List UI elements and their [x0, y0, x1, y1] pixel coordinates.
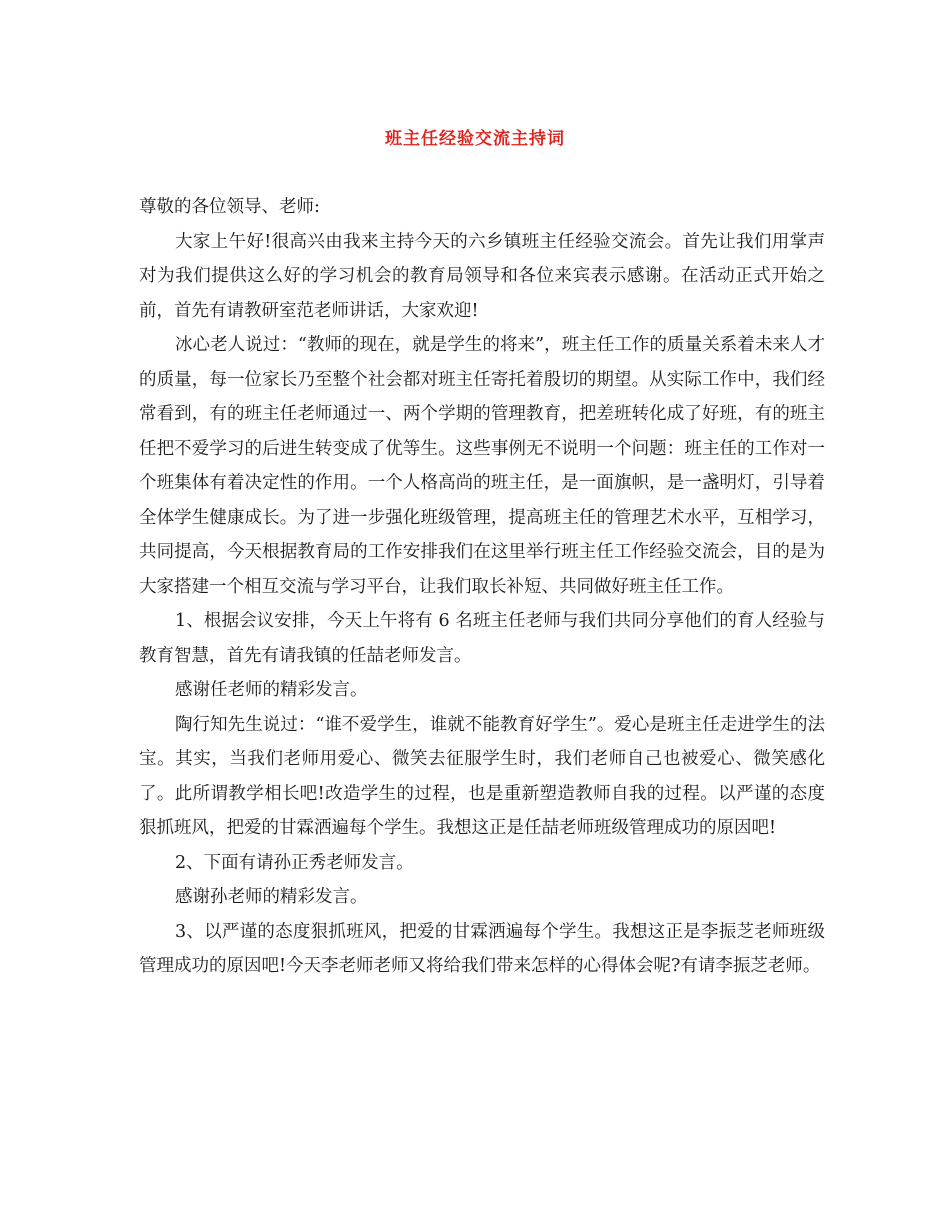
document-body	[139, 190, 825, 984]
paragraph-item-2: 2、下面有请孙正秀老师发言。	[175, 852, 414, 873]
paragraph-item-1: 1、根据会议安排，今天上午将有 6 名班主任老师与我们共同分享他们的育人经验与教育智慧，首先有请我镇的任喆老师发言。	[139, 611, 825, 666]
paragraph-bingxin-quote: 冰心老人说过：“教师的现在，就是学生的将来”，班主任工作的质量关系着未来人才的质量，每一位家长乃至整个社会都对班主任寄托着殷切的期望。从实际工作中，我们经常看到，有的班主任老师通过一、两个学期的管理教育，把差班转化成了好班，有的班主任把不爱学习的后进生转变成了优等生。这些事例无不说明一个问题：班主任的工作对一个班集体有着决定性的作用。一个人格高尚的班主任，是一面旗帜，是一盏明灯，引导着全体学生健康成长。为了进一步强化班级管理，提高班主任的管理艺术水平，互相学习，共同提高，今天根据教育局的工作安排我们在这里举行班主任工作经验交流会，目的是为大家搭建一个相互交流与学习平台，让我们取长补短、共同做好班主任工作。	[139, 335, 825, 597]
salutation: 尊敬的各位领导、老师:	[139, 197, 320, 217]
paragraph-thanks-sun: 感谢孙老师的精彩发言。	[175, 887, 368, 907]
paragraph-item-3: 3、以严谨的态度狠抓班风，把爱的甘霖洒遍每个学生。我想这正是李振芝老师班级管理成功的原因吧!今天李老师老师又将给我们带来怎样的心得体会呢?有请李振芝老师。	[139, 921, 825, 976]
paragraph-opening: 大家上午好!很高兴由我来主持今天的六乡镇班主任经验交流会。首先让我们用掌声对为我们提供这么好的学习机会的教育局领导和各位来宾表示感谢。在活动正式开始之前，首先有请教研室范老师讲话，大家欢迎!	[139, 231, 825, 321]
document-title: 班主任经验交流主持词	[385, 129, 565, 149]
paragraph-thanks-ren: 感谢任老师的精彩发言。	[175, 680, 368, 700]
paragraph-tao-quote: 陶行知先生说过：“谁不爱学生，谁就不能教育好学生”。爱心是班主任走进学生的法宝。其实，当我们老师用爱心、微笑去征服学生时，我们老师自己也被爱心、微笑感化了。此所谓教学相长吧!改造学生的过程，也是重新塑造教师自我的过程。以严谨的态度狠抓班风，把爱的甘霖洒遍每个学生。我想这正是任喆老师班级管理成功的原因吧!	[139, 714, 825, 838]
